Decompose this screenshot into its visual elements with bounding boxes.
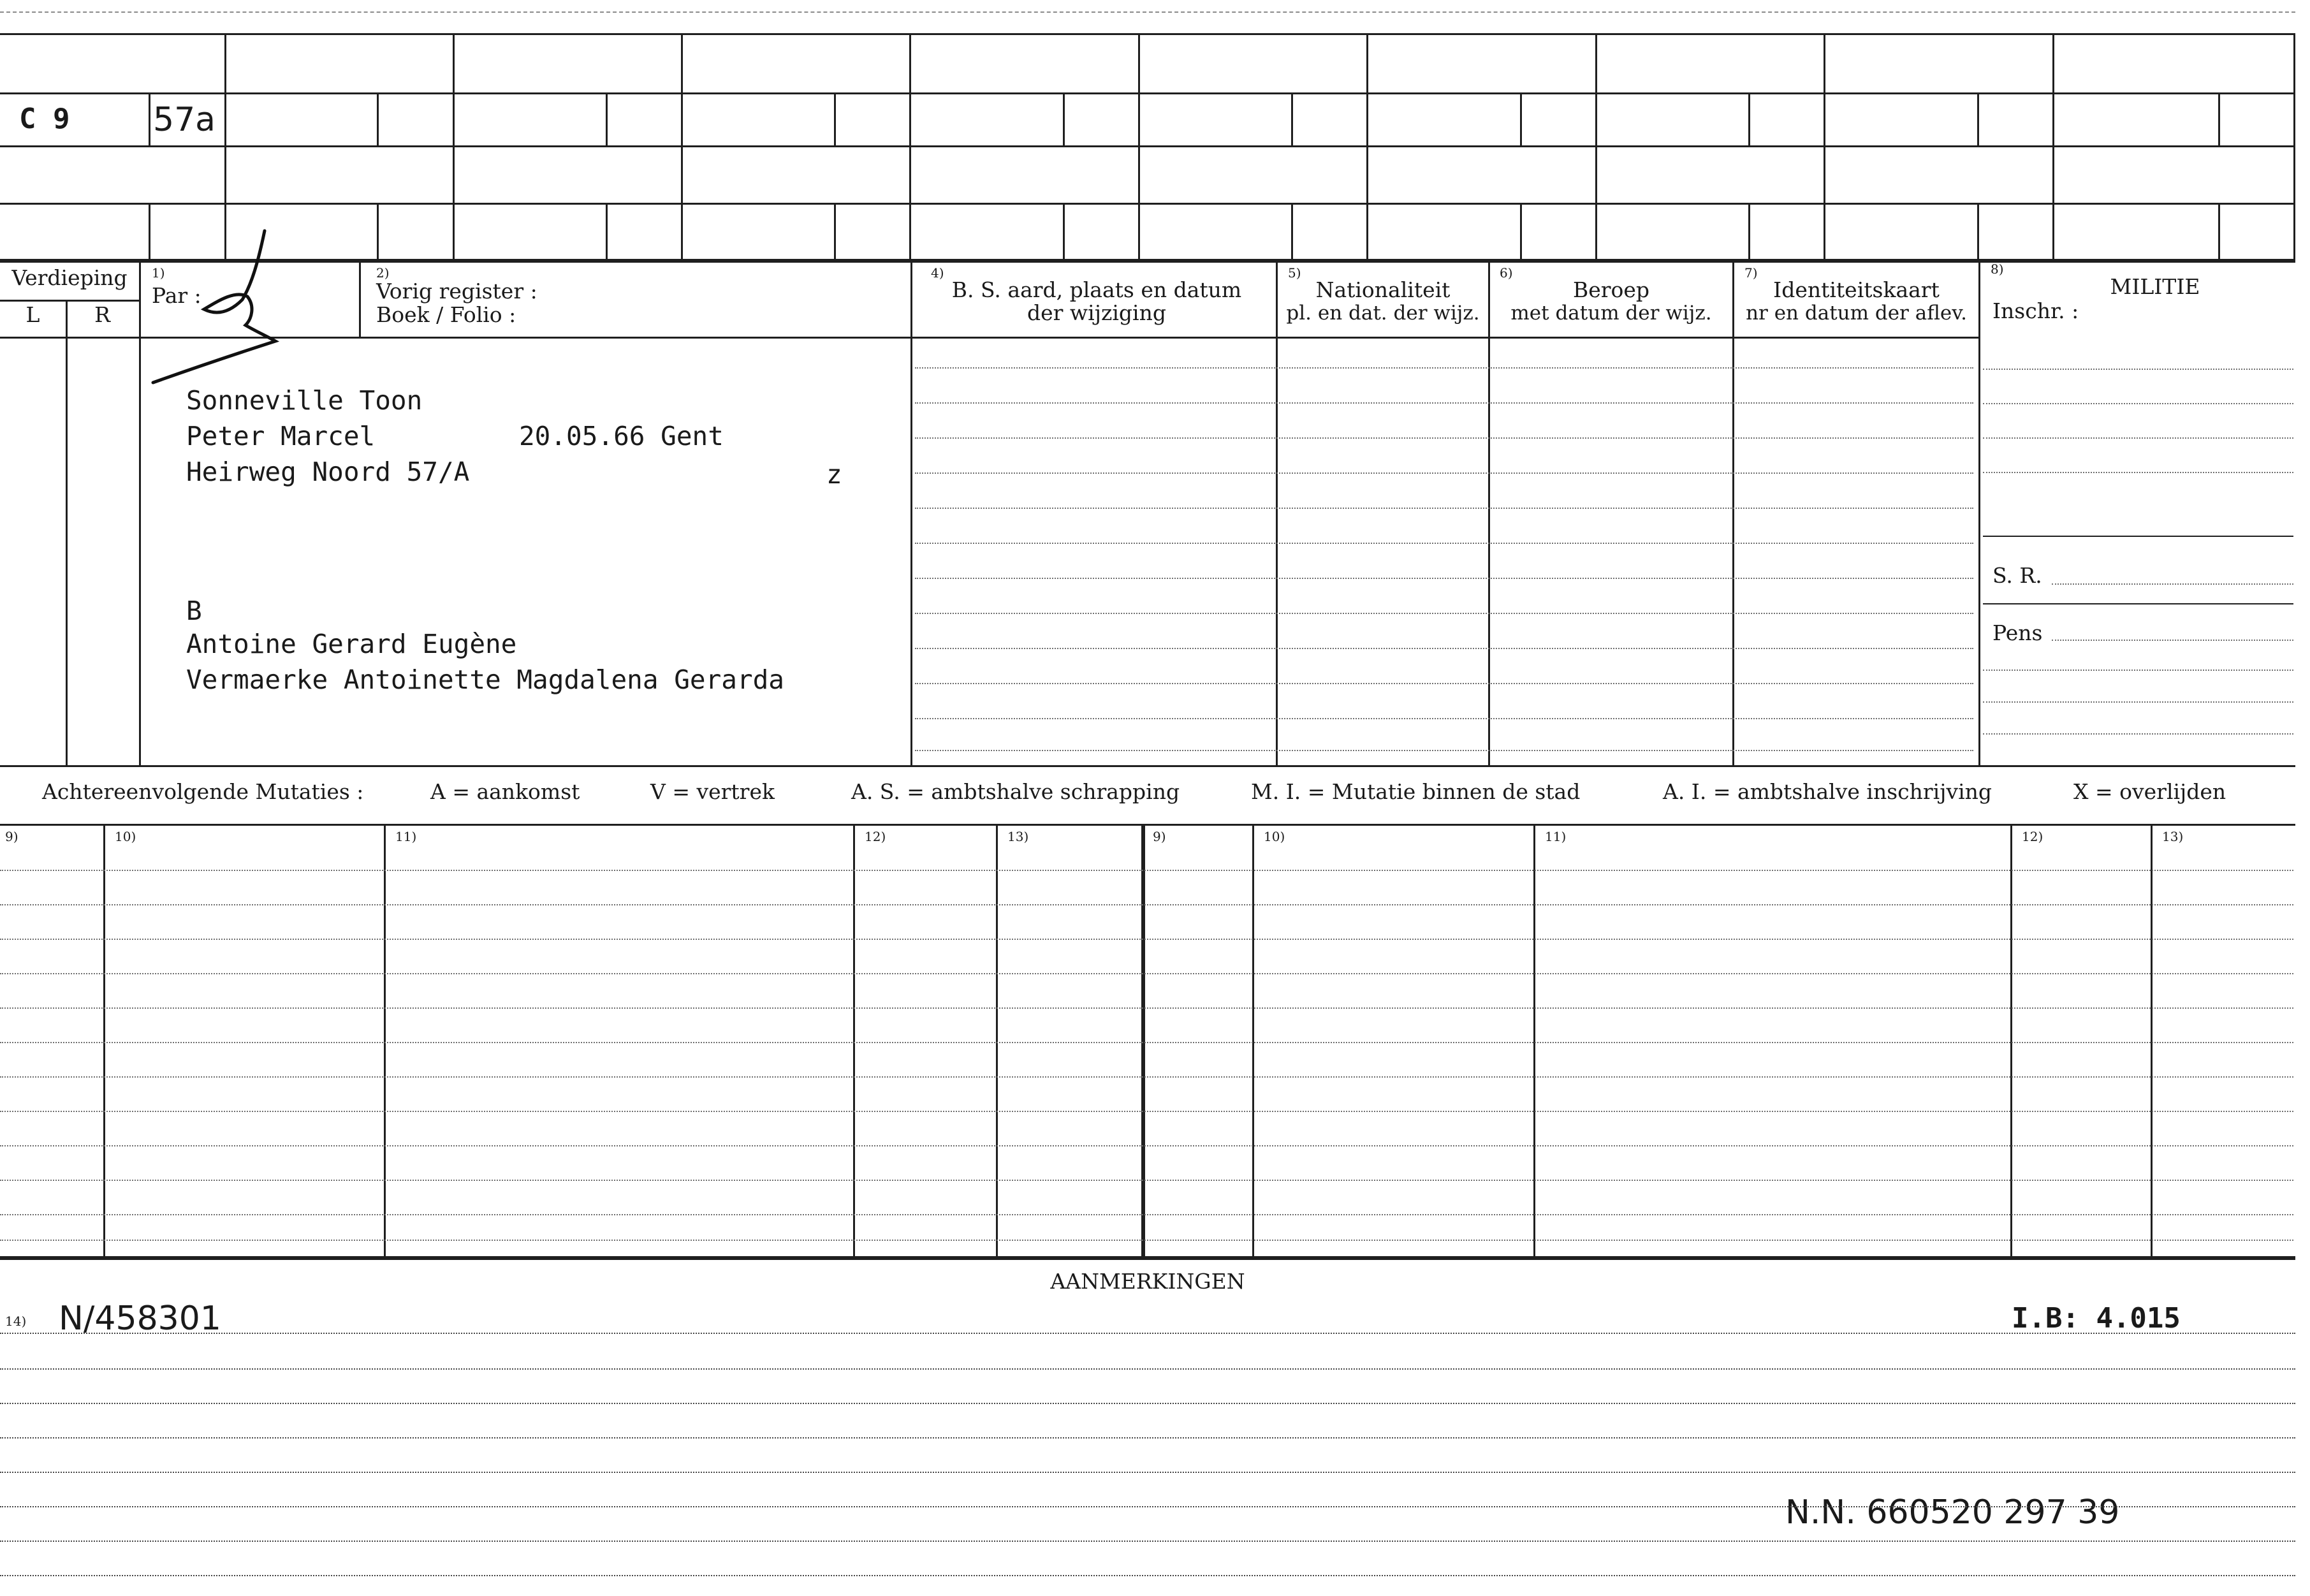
grid-line — [66, 300, 68, 765]
person-mark: z — [826, 459, 842, 490]
beroep-header-line1: Beroep — [1572, 277, 1650, 302]
ruled-line — [0, 1541, 2295, 1542]
person-mother: Vermaerke Antoinette Magdalena Gerarda — [186, 664, 784, 695]
floor-right-label: R — [94, 302, 110, 327]
ruled-line — [1983, 701, 2293, 703]
beroep-header-line2: met datum der wijz. — [1510, 302, 1712, 325]
identiteitskaart-header-line1: Identiteitskaart — [1773, 277, 1940, 302]
legend-ai: A. I. = ambtshalve inschrijving — [1663, 779, 1992, 804]
grid-line — [0, 145, 2295, 147]
grid-line — [1748, 203, 1750, 259]
column-number: 9) — [1153, 829, 1166, 844]
grid-line — [2293, 33, 2295, 259]
bs-header-line1: B. S. aard, plaats en datum — [951, 277, 1242, 302]
legend-mi: M. I. = Mutatie binnen de stad — [1251, 779, 1581, 804]
militie-header: MILITIE — [2110, 274, 2200, 299]
ruled-area — [915, 338, 1978, 765]
field-number: 1) — [152, 265, 165, 281]
ruled-line — [1983, 733, 2293, 735]
grid-line — [1291, 92, 1293, 145]
ruled-line — [1983, 369, 2293, 370]
column-number: 12) — [2022, 829, 2043, 844]
column-number: 13) — [2162, 829, 2184, 844]
grid-line — [1824, 33, 1825, 259]
person-name-line2: Peter Marcel — [186, 421, 376, 451]
pens-label: Pens — [1992, 620, 2043, 645]
verdieping-label: Verdieping — [11, 265, 128, 290]
grid-line — [2218, 92, 2220, 145]
field-number: 5) — [1288, 265, 1301, 281]
ruled-line — [0, 1506, 2295, 1507]
ruled-line — [0, 1472, 2295, 1473]
grid-line — [910, 260, 912, 765]
grid-line — [377, 92, 379, 145]
grid-line — [1291, 203, 1293, 259]
grid-line — [1977, 92, 1979, 145]
grid-line — [1063, 92, 1065, 145]
nationaliteit-header-line1: Nationaliteit — [1315, 277, 1451, 302]
ruled-line — [1983, 403, 2293, 404]
column-number: 9) — [5, 829, 18, 844]
grid-line — [1978, 260, 1980, 765]
legend-x: X = overlijden — [2073, 779, 2226, 804]
ruled-line — [1983, 603, 2293, 604]
floor-left-label: L — [26, 302, 40, 327]
grid-line — [0, 765, 2295, 767]
legend-v: V = vertrek — [650, 779, 775, 804]
person-father: Antoine Gerard Eugène — [186, 629, 517, 659]
par-label: Par : — [152, 283, 201, 308]
grid-line — [1520, 92, 1522, 145]
remarks-ib: I.B: 4.015 — [2012, 1302, 2181, 1335]
grid-line — [681, 33, 683, 259]
mutations-rows — [0, 825, 2295, 1256]
grid-line — [377, 203, 379, 259]
sr-label: S. R. — [1992, 563, 2042, 588]
grid-line — [1366, 33, 1368, 259]
inschr-label: Inschr. : — [1992, 298, 2079, 323]
grid-line — [606, 92, 608, 145]
ruled-line — [1983, 437, 2293, 439]
legend-a: A = aankomst — [430, 779, 580, 804]
card-code: C 9 — [19, 103, 70, 135]
person-section: B — [186, 596, 202, 626]
grid-line — [0, 259, 2295, 263]
field-number: 7) — [1744, 265, 1758, 281]
column-number: 10) — [1264, 829, 1285, 844]
legend-as: A. S. = ambtshalve schrapping — [851, 779, 1180, 804]
field-number: 4) — [931, 265, 944, 281]
person-birth: 20.05.66 Gent — [519, 421, 724, 451]
grid-line — [1595, 33, 1597, 259]
column-number: 11) — [395, 829, 417, 844]
ruled-line — [0, 1368, 2295, 1370]
ruled-line — [1983, 536, 2293, 537]
ruled-line — [0, 1437, 2295, 1439]
person-address: Heirweg Noord 57/A — [186, 457, 470, 487]
person-name-line1: Sonneville Toon — [186, 385, 423, 416]
sr-field-line — [2052, 583, 2293, 585]
grid-line — [834, 203, 836, 259]
grid-line — [606, 203, 608, 259]
par-signature — [140, 223, 344, 389]
grid-line — [0, 1256, 2295, 1260]
grid-line — [1063, 203, 1065, 259]
house-number: 57a — [153, 101, 216, 139]
grid-line — [2052, 33, 2054, 259]
grid-line — [0, 92, 2295, 94]
grid-line — [909, 33, 911, 259]
grid-line — [1138, 33, 1140, 259]
field-number: 6) — [1500, 265, 1513, 281]
nationaliteit-header-line2: pl. en dat. der wijz. — [1286, 302, 1480, 325]
remarks-title: AANMERKINGEN — [1050, 1269, 1245, 1294]
grid-line — [0, 203, 2295, 205]
ruled-line — [1983, 670, 2293, 671]
grid-line — [834, 92, 836, 145]
column-number: 13) — [1007, 829, 1029, 844]
scan-edge-line — [0, 11, 2295, 13]
remarks-reference: N/458301 — [59, 1299, 221, 1338]
vorig-register-label: Vorig register : — [376, 279, 537, 304]
grid-line — [0, 33, 2295, 35]
grid-line — [359, 260, 361, 337]
column-number: 10) — [115, 829, 136, 844]
pens-field-line — [2052, 640, 2293, 641]
grid-line — [2218, 203, 2220, 259]
bs-header-line2: der wijziging — [1027, 300, 1166, 325]
remarks-nn: N.N. 660520 297 39 — [1785, 1493, 2120, 1532]
ruled-line — [0, 1403, 2295, 1404]
mutaties-label: Achtereenvolgende Mutaties : — [42, 779, 364, 804]
boek-folio-label: Boek / Folio : — [376, 302, 516, 327]
grid-line — [1748, 92, 1750, 145]
field-number: 8) — [1991, 261, 2004, 277]
column-number: 12) — [865, 829, 886, 844]
field-number: 2) — [376, 265, 390, 281]
identiteitskaart-header-line2: nr en datum der aflev. — [1746, 302, 1967, 325]
grid-line — [1977, 203, 1979, 259]
field-number: 14) — [5, 1314, 27, 1329]
grid-line — [1520, 203, 1522, 259]
grid-line — [0, 300, 140, 302]
ruled-line — [0, 1575, 2295, 1576]
ruled-line — [0, 1333, 2295, 1334]
ruled-line — [1983, 472, 2293, 473]
grid-line — [149, 92, 150, 145]
grid-line — [453, 33, 455, 259]
column-number: 11) — [1545, 829, 1567, 844]
